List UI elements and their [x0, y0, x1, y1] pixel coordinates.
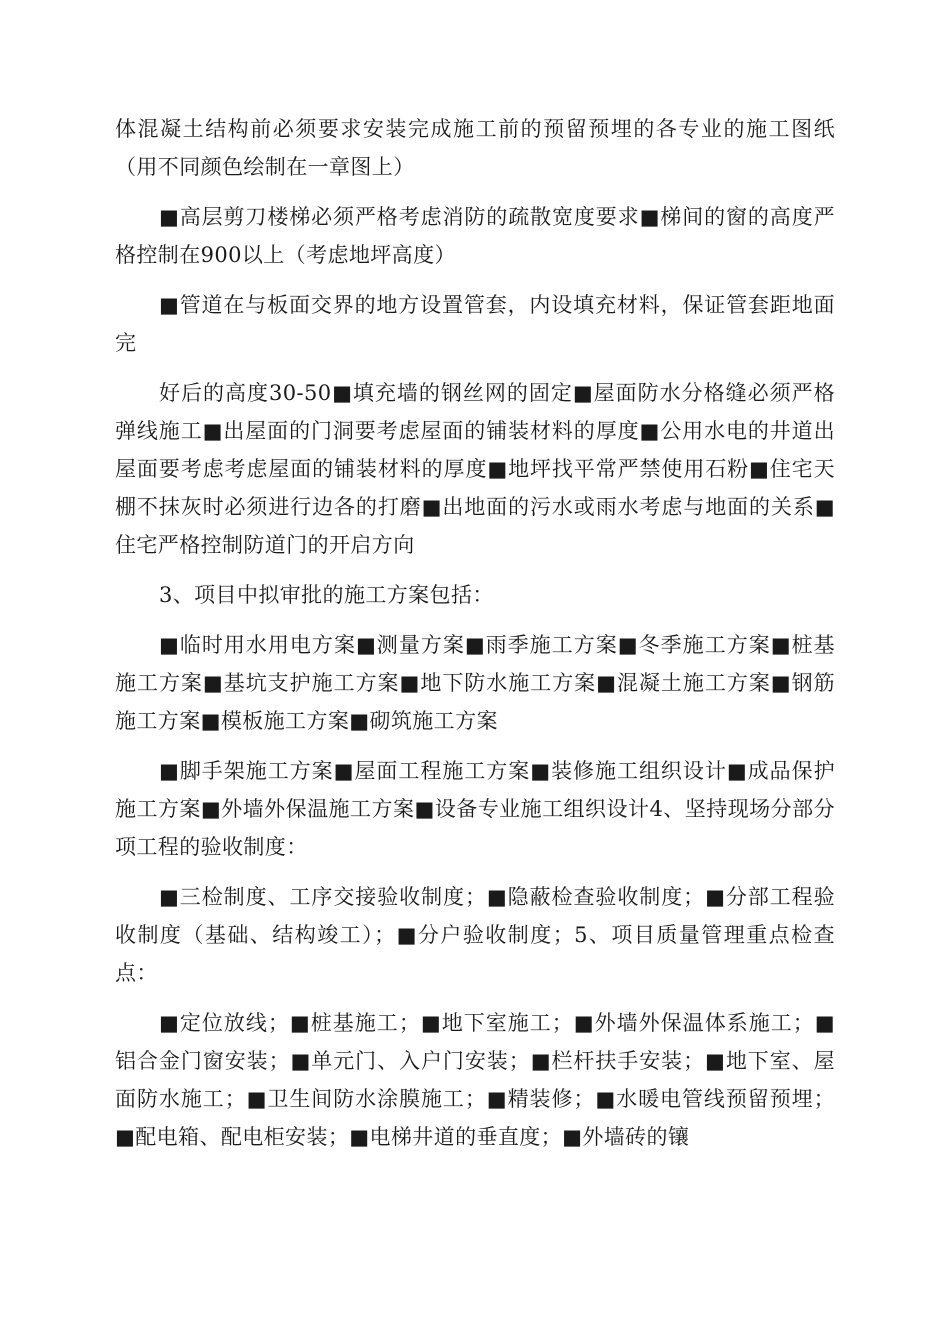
paragraph: ■临时用水用电方案■测量方案■雨季施工方案■冬季施工方案■桩基施工方案■基坑支护施工方案■地下防水施工方案■混凝土施工方案■钢筋施工方案■模板施工方案■砌筑施工方案	[115, 633, 835, 733]
paragraph: ■脚手架施工方案■屋面工程施工方案■装修施工组织设计■成品保护施工方案■外墙外保温施工方案■设备专业施工组织设计4、坚持现场分部分项工程的验收制度：	[115, 759, 835, 859]
paragraph: 3、项目中拟审批的施工方案包括：	[159, 583, 494, 607]
document-body	[115, 110, 835, 1168]
paragraph: ■管道在与板面交界的地方设置管套，内设填充材料，保证管套距地面完	[115, 293, 835, 355]
paragraph: ■定位放线；■桩基施工；■地下室施工；■外墙外保温体系施工；■铝合金门窗安装；■单元门、入户门安装；■栏杆扶手安装；■地下室、屋面防水施工；■卫生间防水涂膜施工；■精装修；■水暖电管线预留预埋；■配电箱、配电柜安装；■电梯井道的垂直度；■外墙砖的镶	[115, 1011, 835, 1149]
paragraph: 体混凝土结构前必须要求安装完成施工前的预留预埋的各专业的施工图纸（用不同颜色绘制在一章图上）	[115, 117, 835, 179]
paragraph: ■三检制度、工序交接验收制度；■隐蔽检查验收制度；■分部工程验收制度（基础、结构竣工）；■分户验收制度；5、项目质量管理重点检查点：	[115, 885, 835, 985]
paragraph: 好后的高度30-50■填充墙的钢丝网的固定■屋面防水分格缝必须严格弹线施工■出屋面的门洞要考虑屋面的铺装材料的厚度■公用水电的井道出屋面要考虑考虑屋面的铺装材料的厚度■地坪找平常严禁使用石粉■住宅天棚不抹灰时必须进行边各的打磨■出地面的污水或雨水考虑与地面的关系■住宅严格控制防道门的开启方向	[115, 381, 835, 557]
paragraph: ■高层剪刀楼梯必须严格考虑消防的疏散宽度要求■梯间的窗的高度严格控制在900以上（考虑地坪高度）	[115, 205, 835, 267]
